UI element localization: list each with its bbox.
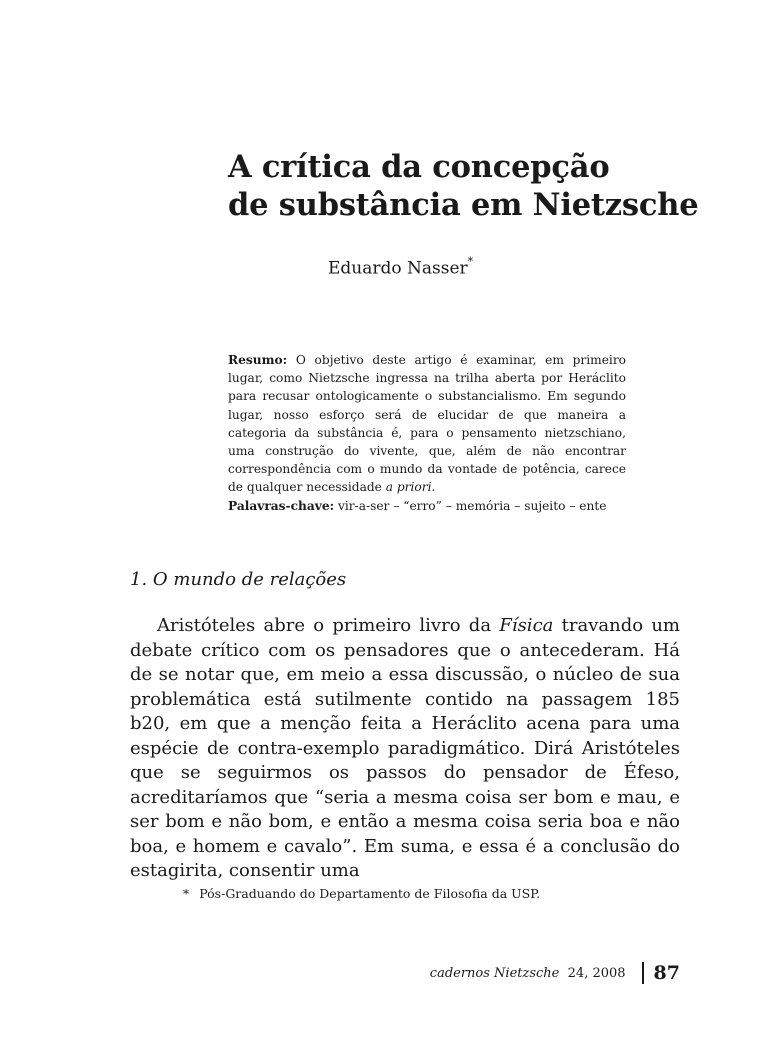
body-text-a: Aristóteles abre o primeiro livro da — [157, 615, 500, 636]
body-text — [130, 614, 680, 884]
keywords-text: vir-a-ser – “erro” – memória – sujeito – ente — [334, 498, 607, 513]
abstract-paragraph — [228, 351, 626, 497]
page-number: 87 — [653, 962, 680, 984]
journal-issue: 24, 2008 — [567, 965, 626, 981]
title-line-1: A crítica da concepção — [228, 149, 610, 185]
footnote-mark: * — [183, 886, 190, 901]
abstract-label: Resumo: — [228, 353, 288, 367]
abstract-italic: a priori — [385, 480, 432, 495]
keywords-label: Palavras-chave: — [228, 498, 335, 513]
abstract — [228, 351, 626, 515]
article-title — [228, 148, 698, 224]
body-paragraph — [130, 614, 680, 884]
footnote-text: Pós-Graduando do Departamento de Filosofia da USP. — [199, 886, 541, 901]
journal-name: cadernos Nietzsche — [429, 965, 560, 981]
running-footer — [430, 962, 680, 984]
author-footnote-mark: * — [467, 255, 474, 268]
body-italic: Física — [499, 615, 554, 636]
abstract-text: O objetivo deste artigo é examinar, em primeiro lugar, como Nietzsche ingressa na trilha aberta por Heráclito para recusar ontologicamente o substancialismo. Em segundo lugar, nosso esforço será de elucidar de que maneira a categoria da substância é, para o pensamento nietzschiano, uma construção do vivente, que, além de não encontrar correspondência com o mundo da vontade de potência, carece de qualquer necessidade — [228, 353, 626, 495]
abstract-text-end: . — [431, 480, 436, 495]
keywords — [228, 497, 626, 515]
title-line-2: de substância em Nietzsche — [228, 187, 699, 223]
section-heading: 1. O mundo de relações — [130, 569, 347, 590]
footnote — [183, 886, 540, 901]
folio-divider — [642, 962, 644, 984]
author — [328, 257, 473, 279]
body-text-b: travando um debate crítico com os pensadores que o antecederam. Há de se notar que, em meio a essa discussão, o núcleo de sua problemática está sutilmente contido na passagem 185 b20, em que a menção feita a Heráclito acena para uma espécie de contra-exemplo paradigmático. Dirá Aristóteles que se seguirmos os passos do pensador de Éfeso, acreditaríamos que “seria a mesma coisa ser bom e mau, e ser bom e não bom, e então a mesma coisa seria boa e não boa, e homem e cavalo”. Em suma, e essa é a conclusão do estagirita, consentir uma — [130, 615, 681, 881]
author-name: Eduardo Nasser — [328, 258, 468, 279]
